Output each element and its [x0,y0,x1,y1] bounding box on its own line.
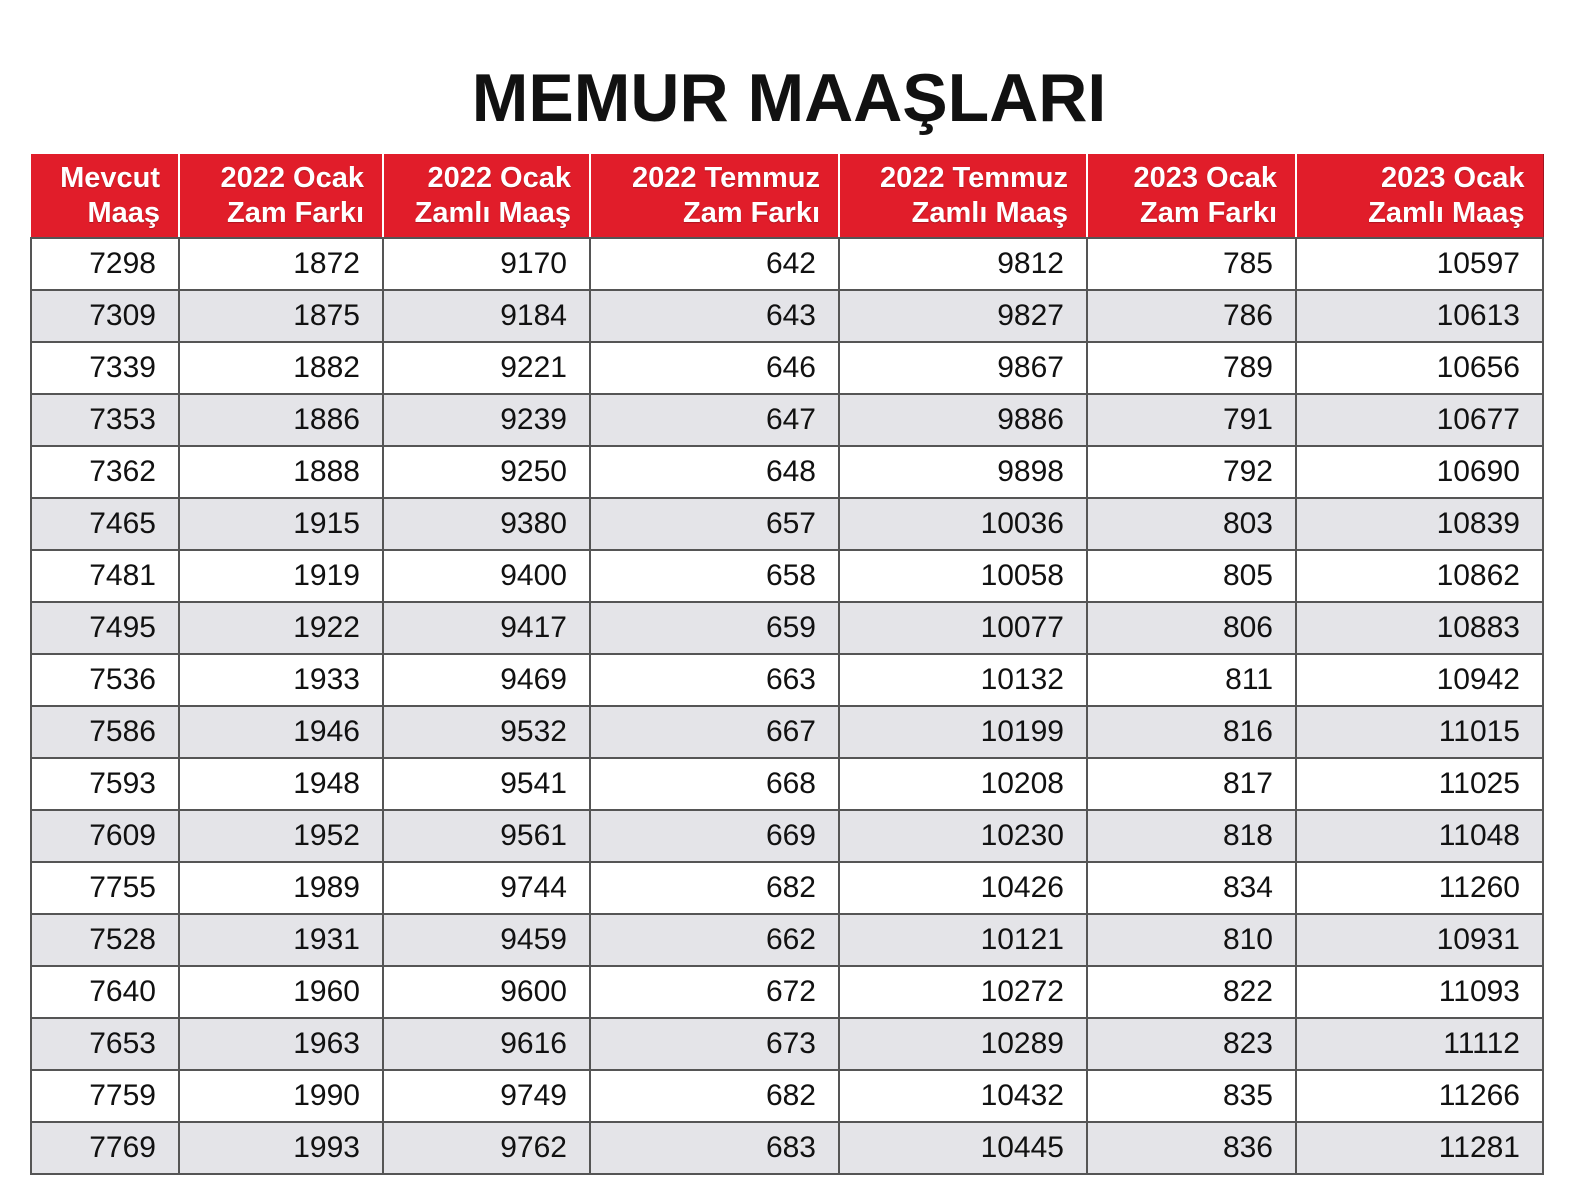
table-row [31,914,1543,966]
table-cell: 9400 [383,550,590,602]
column-header [1087,154,1296,238]
table-cell: 1946 [179,706,383,758]
table-cell: 1993 [179,1122,383,1174]
table-row [31,706,1543,758]
table-header-row [31,154,1543,238]
table-cell: 10272 [839,966,1087,1018]
table-cell: 1952 [179,810,383,862]
table-cell: 672 [590,966,839,1018]
table-cell: 10656 [1296,342,1543,394]
table-cell: 11025 [1296,758,1543,810]
table-cell: 1886 [179,394,383,446]
table-cell: 9812 [839,238,1087,290]
table-cell: 11112 [1296,1018,1543,1070]
column-header-line: 2023 Ocak [1133,161,1277,194]
table-cell: 1915 [179,498,383,550]
table-cell: 803 [1087,498,1296,550]
table-cell: 1989 [179,862,383,914]
table-row [31,498,1543,550]
table-cell: 9600 [383,966,590,1018]
table-cell: 9867 [839,342,1087,394]
table-cell: 11266 [1296,1070,1543,1122]
table-cell: 10199 [839,706,1087,758]
table-cell: 682 [590,1070,839,1122]
table-cell: 785 [1087,238,1296,290]
table-cell: 7298 [31,238,179,290]
column-header-line: 2022 Temmuz [879,161,1068,194]
table-row [31,602,1543,654]
table-cell: 7495 [31,602,179,654]
table-cell: 792 [1087,446,1296,498]
column-header [383,154,590,238]
table-cell: 11093 [1296,966,1543,1018]
column-header-line: Zamlı Maaş [1368,196,1525,229]
table-cell: 7609 [31,810,179,862]
table-cell: 10077 [839,602,1087,654]
table-row [31,342,1543,394]
table-cell: 7640 [31,966,179,1018]
table-cell: 823 [1087,1018,1296,1070]
table-cell: 9380 [383,498,590,550]
table-cell: 7536 [31,654,179,706]
table-cell: 10862 [1296,550,1543,602]
table-cell: 683 [590,1122,839,1174]
salary-table [30,154,1544,1175]
table-cell: 9898 [839,446,1087,498]
table-row [31,1070,1543,1122]
table-row [31,1018,1543,1070]
table-cell: 817 [1087,758,1296,810]
table-cell: 9744 [383,862,590,914]
table-row [31,238,1543,290]
column-header [839,154,1087,238]
table-cell: 835 [1087,1070,1296,1122]
table-cell: 1888 [179,446,383,498]
table-row [31,654,1543,706]
table-cell: 11048 [1296,810,1543,862]
table-cell: 811 [1087,654,1296,706]
table-cell: 9762 [383,1122,590,1174]
table-cell: 10432 [839,1070,1087,1122]
column-header [179,154,383,238]
table-cell: 805 [1087,550,1296,602]
table-cell: 816 [1087,706,1296,758]
table-cell: 10121 [839,914,1087,966]
table-cell: 9184 [383,290,590,342]
table-cell: 7465 [31,498,179,550]
table-cell: 9827 [839,290,1087,342]
column-header-line: 2023 Ocak [1380,161,1525,194]
table-cell: 10613 [1296,290,1543,342]
table-cell: 662 [590,914,839,966]
table-cell: 7309 [31,290,179,342]
table-cell: 7481 [31,550,179,602]
table-cell: 1963 [179,1018,383,1070]
table-cell: 10931 [1296,914,1543,966]
table-cell: 9239 [383,394,590,446]
table-cell: 1875 [179,290,383,342]
column-header-line: Zam Farkı [1140,196,1277,229]
table-cell: 10597 [1296,238,1543,290]
table-cell: 10132 [839,654,1087,706]
table-cell: 10230 [839,810,1087,862]
table-cell: 822 [1087,966,1296,1018]
table-cell: 818 [1087,810,1296,862]
table-cell: 806 [1087,602,1296,654]
table-cell: 9459 [383,914,590,966]
column-header-line: 2022 Ocak [427,161,571,194]
column-header [590,154,839,238]
table-cell: 657 [590,498,839,550]
table-row [31,550,1543,602]
table-cell: 7593 [31,758,179,810]
table-cell: 7362 [31,446,179,498]
table-cell: 7755 [31,862,179,914]
table-cell: 1919 [179,550,383,602]
table-cell: 834 [1087,862,1296,914]
table-cell: 9886 [839,394,1087,446]
table-row [31,862,1543,914]
table-cell: 682 [590,862,839,914]
table-cell: 669 [590,810,839,862]
table-cell: 7759 [31,1070,179,1122]
table-cell: 11281 [1296,1122,1543,1174]
table-cell: 10942 [1296,654,1543,706]
column-header [31,154,179,238]
table-cell: 9616 [383,1018,590,1070]
table-cell: 7586 [31,706,179,758]
table-row [31,394,1543,446]
table-cell: 673 [590,1018,839,1070]
table-cell: 10289 [839,1018,1087,1070]
table-cell: 7339 [31,342,179,394]
column-header-line: Zam Farkı [683,196,820,229]
table-row [31,758,1543,810]
table-cell: 7653 [31,1018,179,1070]
table-cell: 643 [590,290,839,342]
table-cell: 663 [590,654,839,706]
table-cell: 668 [590,758,839,810]
table-cell: 836 [1087,1122,1296,1174]
table-body [31,238,1543,1174]
table-cell: 642 [590,238,839,290]
table-cell: 9532 [383,706,590,758]
table-cell: 789 [1087,342,1296,394]
table-cell: 9417 [383,602,590,654]
table-cell: 791 [1087,394,1296,446]
table-cell: 9170 [383,238,590,290]
column-header-line: Maaş [87,196,160,229]
table-cell: 11260 [1296,862,1543,914]
table-cell: 786 [1087,290,1296,342]
table-cell: 7353 [31,394,179,446]
column-header-line: Zamlı Maaş [911,196,1068,229]
table-cell: 1931 [179,914,383,966]
table-cell: 10036 [839,498,1087,550]
table-cell: 646 [590,342,839,394]
table-cell: 10690 [1296,446,1543,498]
table-cell: 10839 [1296,498,1543,550]
column-header-line: 2022 Temmuz [631,161,820,194]
table-cell: 10208 [839,758,1087,810]
table-cell: 667 [590,706,839,758]
table-cell: 9250 [383,446,590,498]
column-header-line: 2022 Ocak [220,161,364,194]
table-row [31,1122,1543,1174]
table-cell: 1948 [179,758,383,810]
table-cell: 9541 [383,758,590,810]
table-cell: 810 [1087,914,1296,966]
table-cell: 10058 [839,550,1087,602]
table-cell: 1990 [179,1070,383,1122]
table-row [31,810,1543,862]
table-cell: 11015 [1296,706,1543,758]
table-cell: 7769 [31,1122,179,1174]
page-title: MEMUR MAAŞLARI [471,60,1107,136]
column-header-line: Mevcut [60,161,160,194]
table-cell: 9561 [383,810,590,862]
table-cell: 1872 [179,238,383,290]
table-cell: 1882 [179,342,383,394]
table-cell: 658 [590,550,839,602]
table-cell: 7528 [31,914,179,966]
table-cell: 648 [590,446,839,498]
table-cell: 10677 [1296,394,1543,446]
table-row [31,966,1543,1018]
table-cell: 10445 [839,1122,1087,1174]
table-cell: 9221 [383,342,590,394]
table-cell: 1960 [179,966,383,1018]
table-cell: 659 [590,602,839,654]
column-header [1296,154,1543,238]
column-header-line: Zamlı Maaş [414,196,571,229]
table-row [31,290,1543,342]
table-row [31,446,1543,498]
table-cell: 9469 [383,654,590,706]
column-header-line: Zam Farkı [227,196,364,229]
table-cell: 647 [590,394,839,446]
table-cell: 9749 [383,1070,590,1122]
table-cell: 1933 [179,654,383,706]
table-cell: 10426 [839,862,1087,914]
table-cell: 1922 [179,602,383,654]
table-cell: 10883 [1296,602,1543,654]
